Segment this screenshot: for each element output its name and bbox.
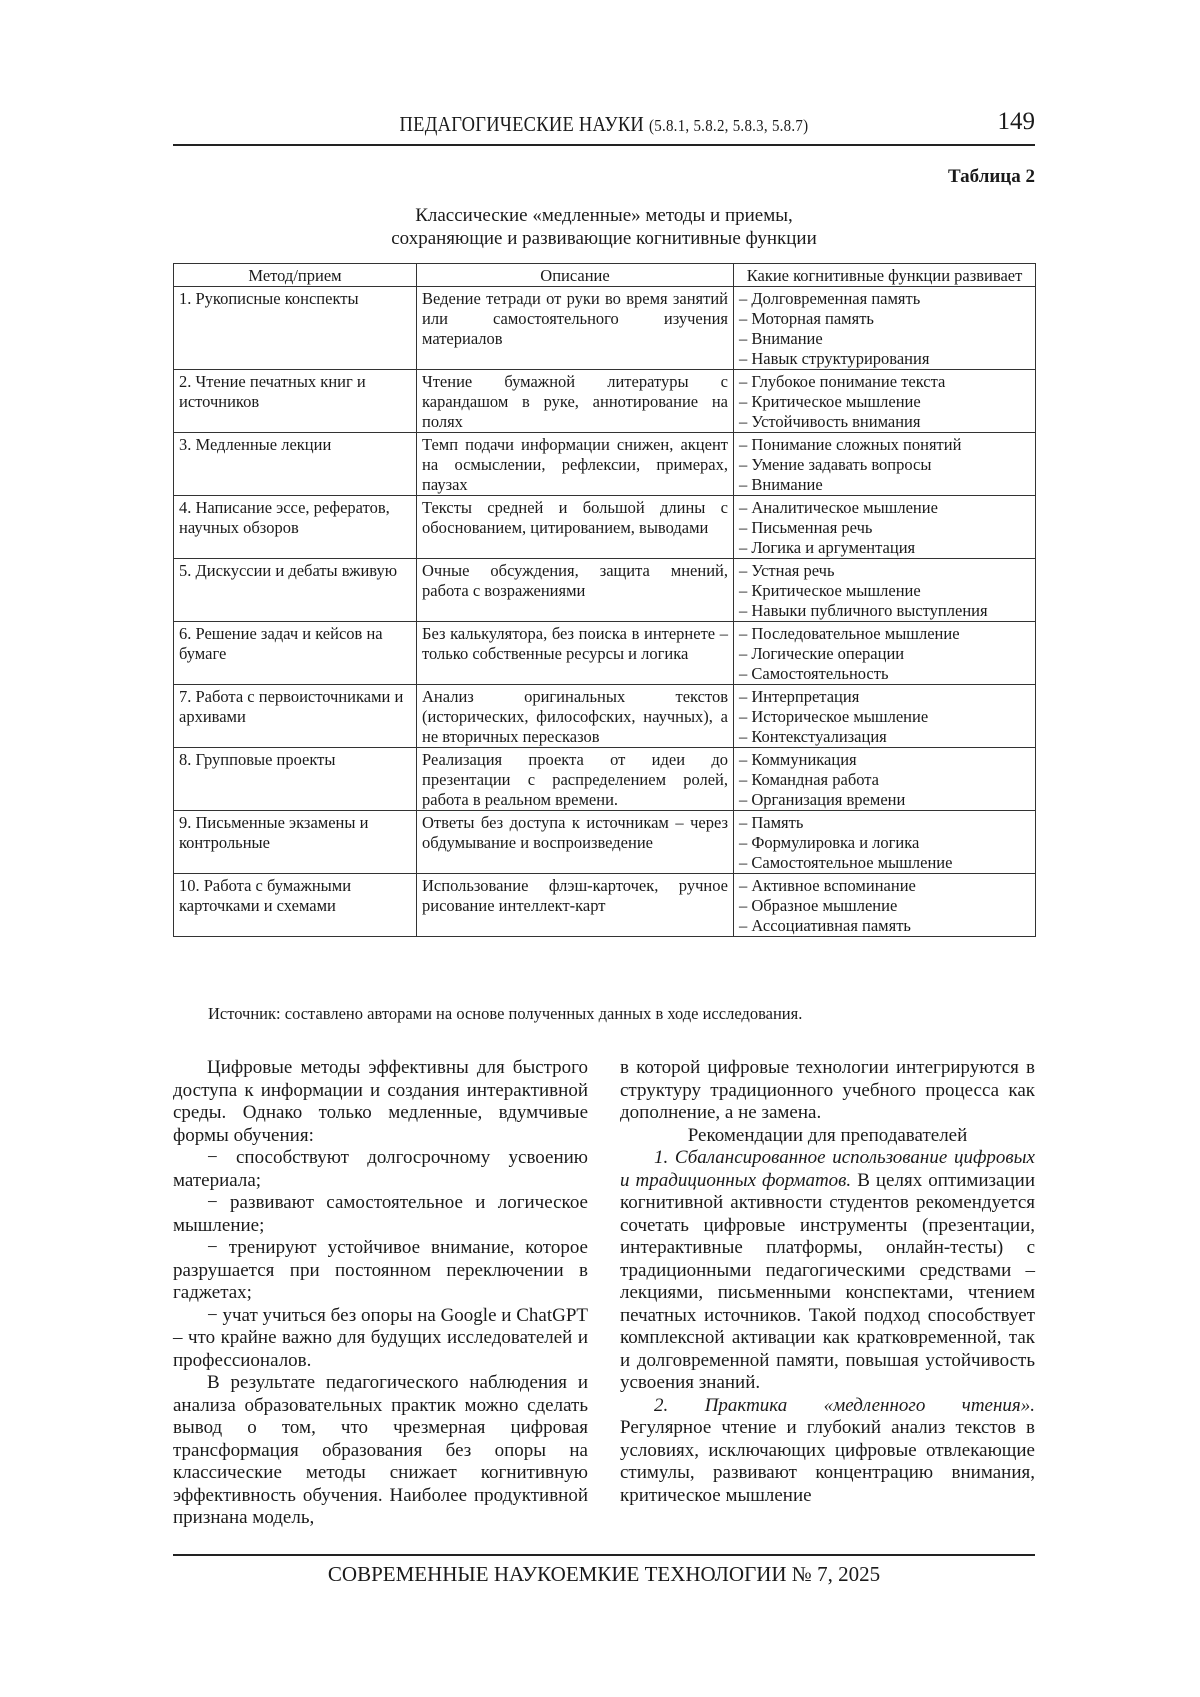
function-item: – Формулировка и логика bbox=[739, 833, 920, 852]
function-item: – Самостоятельность bbox=[739, 664, 889, 683]
table-row bbox=[174, 874, 1036, 937]
table-row bbox=[174, 811, 1036, 874]
paragraph: Цифровые методы эффективны для быстрого доступа к информации и создания интерактивной среды. Однако только медленные, вдумчивые формы обучения: bbox=[173, 1057, 588, 1146]
paragraph: В результате педагогического наблюдения и анализа образовательных практик можно сделать вывод о том, что чрезмерная цифровая трансформация образования без опоры на классические методы снижает когнитивную эффективность обучения. Наиболее продуктивной признана модель, bbox=[173, 1372, 588, 1528]
column-header-functions: Какие когнитивные функции развивает bbox=[734, 264, 1036, 287]
table-header-row bbox=[174, 264, 1036, 287]
description-cell: Анализ оригинальных текстов (исторических, философских, научных), а не вторичных пересказов bbox=[417, 685, 734, 748]
recommendation-1-title: 1. Сбалансированное использование цифровых и традиционных форматов. bbox=[620, 1147, 1035, 1191]
functions-cell bbox=[734, 811, 1036, 874]
functions-cell bbox=[734, 622, 1036, 685]
function-item: – Устная речь bbox=[739, 561, 835, 580]
functions-cell bbox=[734, 874, 1036, 937]
description-cell: Темп подачи информации снижен, акцент на осмыслении, рефлексии, примерах, паузах bbox=[417, 433, 734, 496]
function-item: – Критическое мышление bbox=[739, 581, 921, 600]
description-cell: Очные обсуждения, защита мнений, работа с возражениями bbox=[417, 559, 734, 622]
functions-cell bbox=[734, 287, 1036, 370]
method-cell: 5. Дискуссии и дебаты вживую bbox=[174, 559, 417, 622]
description-cell: Без калькулятора, без поиска в интернете – только собственные ресурсы и логика bbox=[417, 622, 734, 685]
table-row bbox=[174, 370, 1036, 433]
description-cell: Чтение бумажной литературы с карандашом в руке, аннотирование на полях bbox=[417, 370, 734, 433]
recommendation-2 bbox=[620, 1395, 1035, 1508]
function-item: – Внимание bbox=[739, 475, 823, 494]
journal-section-title bbox=[225, 112, 984, 137]
method-cell: 2. Чтение печатных книг и источников bbox=[174, 370, 417, 433]
page-number: 149 bbox=[997, 108, 1035, 135]
function-item: – Моторная память bbox=[739, 309, 874, 328]
method-cell: 1. Рукописные конспекты bbox=[174, 287, 417, 370]
bullet-item: − развивают самостоятельное и логическое мышление; bbox=[173, 1192, 588, 1236]
method-cell: 9. Письменные экзамены и контрольные bbox=[174, 811, 417, 874]
table-row bbox=[174, 685, 1036, 748]
function-item: – Письменная речь bbox=[739, 518, 873, 537]
bullet-item: − способствуют долгосрочному усвоению материала; bbox=[173, 1147, 588, 1191]
function-item: – Образное мышление bbox=[739, 896, 898, 915]
functions-cell bbox=[734, 370, 1036, 433]
table-row bbox=[174, 287, 1036, 370]
function-item: – Интерпретация bbox=[739, 687, 860, 706]
table-title bbox=[173, 204, 1035, 250]
recommendations-heading: Рекомендации для преподавателей bbox=[687, 1124, 968, 1146]
running-footer: СОВРЕМЕННЫЕ НАУКОЕМКИЕ ТЕХНОЛОГИИ № 7, 2025 bbox=[173, 1554, 1035, 1587]
table-row bbox=[174, 748, 1036, 811]
table-row bbox=[174, 496, 1036, 559]
recommendation-2-text: Регулярное чтение и глубокий анализ текстов в условиях, исключающих цифровые отвлекающие стимулы, развивают концентрацию внимания, критическое мышление bbox=[620, 1417, 1035, 1506]
method-cell: 7. Работа с первоисточниками и архивами bbox=[174, 685, 417, 748]
description-cell: Реализация проекта от идеи до презентации с распределением ролей, работа в реальном времени. bbox=[417, 748, 734, 811]
function-item: – Активное вспоминание bbox=[739, 876, 916, 895]
function-item: – Навыки публичного выступления bbox=[739, 601, 988, 620]
method-cell: 4. Написание эссе, рефератов, научных обзоров bbox=[174, 496, 417, 559]
right-column bbox=[620, 1057, 1035, 1507]
function-item: – Командная работа bbox=[739, 770, 879, 789]
paragraph: в которой цифровые технологии интегрируются в структуру традиционного учебного процесса как дополнение, а не замена. bbox=[620, 1057, 1035, 1123]
bullet-item: − тренируют устойчивое внимание, которое разрушается при постоянном переключении в гаджетах; bbox=[173, 1237, 588, 1303]
functions-cell bbox=[734, 433, 1036, 496]
running-header bbox=[173, 108, 1035, 146]
function-item: – Контекстуализация bbox=[739, 727, 887, 746]
function-item: – Ассоциативная память bbox=[739, 916, 911, 935]
description-cell: Ответы без доступа к источникам – через обдумывание и воспроизведение bbox=[417, 811, 734, 874]
function-item: – Глубокое понимание текста bbox=[739, 372, 946, 391]
table-title-line2: сохраняющие и развивающие когнитивные функции bbox=[391, 228, 817, 249]
function-item: – Устойчивость внимания bbox=[739, 412, 921, 431]
recommendation-2-title: 2. Практика «медленного чтения». bbox=[654, 1394, 1035, 1416]
function-item: – Память bbox=[739, 813, 804, 832]
left-column bbox=[173, 1057, 588, 1530]
description-cell: Тексты средней и большой длины с обоснованием, цитированием, выводами bbox=[417, 496, 734, 559]
function-item: – Последовательное мышление bbox=[739, 624, 960, 643]
method-cell: 8. Групповые проекты bbox=[174, 748, 417, 811]
function-item: – Организация времени bbox=[739, 790, 906, 809]
function-item: – Критическое мышление bbox=[739, 392, 921, 411]
function-item: – Историческое мышление bbox=[739, 707, 929, 726]
function-item: – Самостоятельное мышление bbox=[739, 853, 953, 872]
description-cell: Использование флэш-карточек, ручное рисование интеллект-карт bbox=[417, 874, 734, 937]
table-source-note: Источник: составлено авторами на основе полученных данных в ходе исследования. bbox=[208, 1004, 803, 1023]
function-item: – Логика и аргументация bbox=[739, 538, 916, 557]
table-row bbox=[174, 433, 1036, 496]
function-item: – Навык структурирования bbox=[739, 349, 930, 368]
function-item: – Логические операции bbox=[739, 644, 905, 663]
table-body bbox=[174, 287, 1036, 937]
functions-cell bbox=[734, 559, 1036, 622]
function-item: – Долговременная память bbox=[739, 289, 921, 308]
function-item: – Понимание сложных понятий bbox=[739, 435, 962, 454]
functions-cell bbox=[734, 496, 1036, 559]
function-item: – Коммуникация bbox=[739, 750, 857, 769]
column-header-method: Метод/прием bbox=[174, 264, 417, 287]
function-item: – Аналитическое мышление bbox=[739, 498, 938, 517]
column-header-description: Описание bbox=[417, 264, 734, 287]
method-cell: 10. Работа с бумажными карточками и схемами bbox=[174, 874, 417, 937]
methods-table bbox=[173, 263, 1036, 937]
table-title-line1: Классические «медленные» методы и приемы, bbox=[415, 205, 793, 226]
section-name: ПЕДАГОГИЧЕСКИЕ НАУКИ bbox=[399, 112, 645, 136]
method-cell: 6. Решение задач и кейсов на бумаге bbox=[174, 622, 417, 685]
function-item: – Умение задавать вопросы bbox=[739, 455, 932, 474]
table-label: Таблица 2 bbox=[947, 166, 1035, 187]
recommendation-1 bbox=[620, 1147, 1035, 1395]
recommendation-1-text: В целях оптимизации когнитивной активности студентов рекомендуется сочетать цифровые инструменты (презентации, интерактивные платформы, онлайн-тесты) с традиционными педагогическими средствами – лекциями, письменными конспектами, чтением печатных источников. Такой подход способствует комплексной активации как кратковременной, так и долговременной памяти, повышая устойчивость усвоения знаний. bbox=[620, 1169, 1035, 1393]
table-row bbox=[174, 622, 1036, 685]
description-cell: Ведение тетради от руки во время занятий или самостоятельного изучения материалов bbox=[417, 287, 734, 370]
function-item: – Внимание bbox=[739, 329, 823, 348]
method-cell: 3. Медленные лекции bbox=[174, 433, 417, 496]
functions-cell bbox=[734, 748, 1036, 811]
functions-cell bbox=[734, 685, 1036, 748]
bullet-item: − учат учиться без опоры на Google и ChatGPT – что крайне важно для будущих исследователей и профессионалов. bbox=[173, 1304, 588, 1371]
table-row bbox=[174, 559, 1036, 622]
section-codes: (5.8.1, 5.8.2, 5.8.3, 5.8.7) bbox=[648, 116, 809, 135]
